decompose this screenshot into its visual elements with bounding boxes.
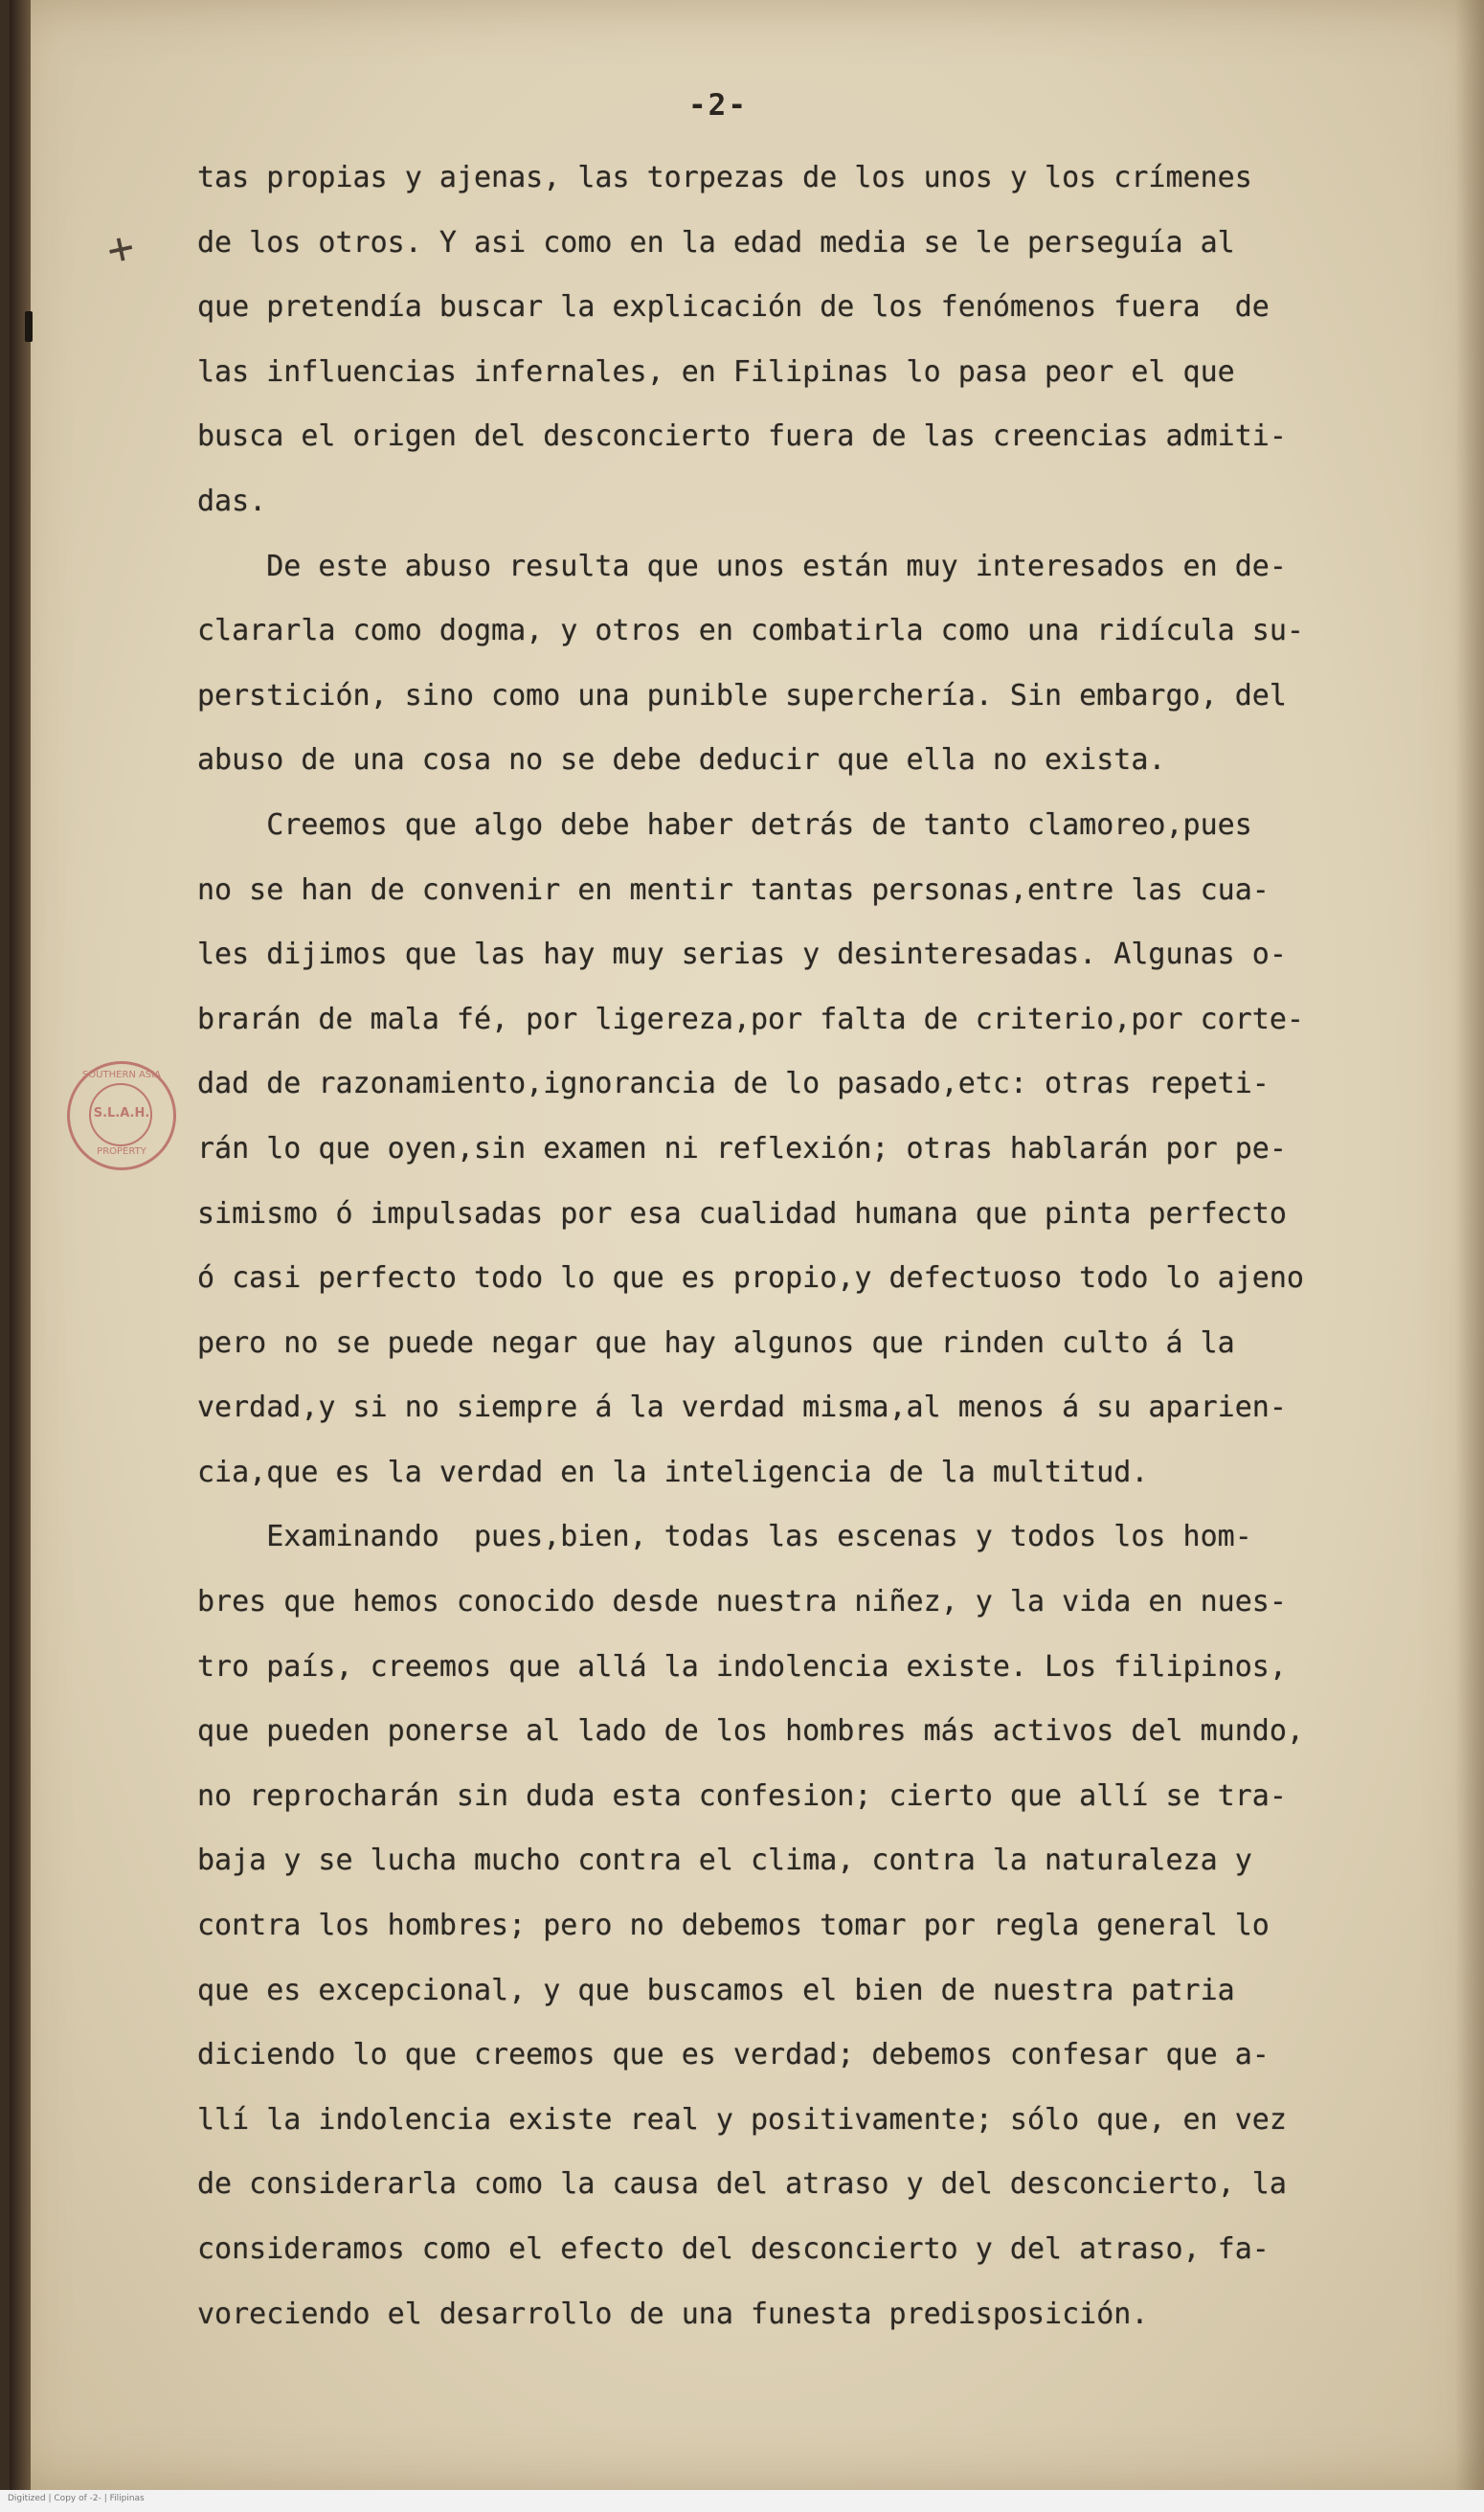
stamp-middle-text: S.L.A.H. bbox=[93, 1106, 150, 1120]
text-line: que pretendía buscar la explicación de los fenómenos fuera de bbox=[197, 290, 1270, 325]
text-line: diciendo lo que creemos que es verdad; debemos confesar que a- bbox=[197, 2038, 1270, 2072]
scan-footer-strip bbox=[0, 2490, 1484, 2512]
text-line: perstición, sino como una punible superchería. Sin embargo, del bbox=[197, 678, 1287, 713]
text-line: de considerarla como la causa del atraso y del desconcierto, la bbox=[197, 2167, 1287, 2202]
text-line: pero no se puede negar que hay algunos que rinden culto á la bbox=[197, 1325, 1235, 1360]
text-line: que pueden ponerse al lado de los hombres más activos del mundo, bbox=[197, 1714, 1304, 1749]
text-line: las influencias infernales, en Filipinas lo pasa peor el que bbox=[197, 354, 1235, 389]
page-number: -2- bbox=[688, 88, 748, 123]
text-line: verdad,y si no siempre á la verdad misma,al menos á su aparien- bbox=[197, 1391, 1287, 1425]
text-line: das. bbox=[197, 484, 267, 518]
text-line: simismo ó impulsadas por esa cualidad humana que pinta perfecto bbox=[197, 1196, 1287, 1231]
margin-annotation: + bbox=[101, 219, 140, 277]
text-line: De este abuso resulta que unos están muy interesados en de- bbox=[197, 549, 1287, 583]
document-page bbox=[10, 0, 1484, 2490]
paragraph bbox=[197, 1505, 1451, 2346]
text-line: consideramos como el efecto del desconcierto y del atraso, fa- bbox=[197, 2232, 1270, 2266]
text-line: Creemos que algo debe haber detrás de tanto clamoreo,pues bbox=[197, 807, 1252, 842]
text-line: rán lo que oyen,sin examen ni reflexión; otras hablarán por pe- bbox=[197, 1131, 1287, 1165]
text-line: voreciendo el desarrollo de una funesta predisposición. bbox=[197, 2297, 1149, 2331]
text-line: cia,que es la verdad en la inteligencia de la multitud. bbox=[197, 1455, 1149, 1489]
text-line: ó casi perfecto todo lo que es propio,y defectuoso todo lo ajeno bbox=[197, 1261, 1304, 1296]
paragraph bbox=[197, 534, 1451, 793]
text-line: brarán de mala fé, por ligereza,por falta de criterio,por corte- bbox=[197, 1002, 1304, 1036]
text-line: dad de razonamiento,ignorancia de lo pasado,etc: otras repeti- bbox=[197, 1067, 1270, 1101]
paragraph bbox=[197, 146, 1451, 534]
page-edge-shadow bbox=[1455, 0, 1484, 2490]
text-line: tas propias y ajenas, las torpezas de los unos y los crímenes bbox=[197, 161, 1252, 194]
binding-edge bbox=[10, 0, 31, 2490]
text-line: baja y se lucha mucho contra el clima, contra la naturaleza y bbox=[197, 1844, 1252, 1878]
text-line: no se han de convenir en mentir tantas personas,entre las cua- bbox=[197, 872, 1270, 907]
text-line: contra los hombres; pero no debemos tomar por regla general lo bbox=[197, 1909, 1270, 1943]
library-stamp bbox=[67, 1061, 176, 1170]
edge-tab-mark bbox=[25, 311, 33, 342]
text-line: de los otros. Y asi como en la edad media se le perseguía al bbox=[197, 225, 1235, 260]
paragraph bbox=[197, 793, 1451, 1505]
text-line: tro país, creemos que allá la indolencia existe. Los filipinos, bbox=[197, 1649, 1287, 1684]
text-line: abuso de una cosa no se debe deducir que ella no exista. bbox=[197, 743, 1166, 778]
text-line: que es excepcional, y que buscamos el bien de nuestra patria bbox=[197, 1973, 1235, 2007]
text-line: clararla como dogma, y otros en combatirla como una ridícula su- bbox=[197, 614, 1304, 648]
stamp-bottom-text: PROPERTY bbox=[97, 1146, 146, 1157]
text-line: llí la indolencia existe real y positivamente; sólo que, en vez bbox=[197, 2102, 1287, 2137]
text-line: no reprocharán sin duda esta confesion; cierto que allí se tra- bbox=[197, 1778, 1287, 1813]
text-line: busca el origen del desconcierto fuera de las creencias admiti- bbox=[197, 419, 1287, 454]
text-line: bres que hemos conocido desde nuestra niñez, y la vida en nues- bbox=[197, 1585, 1287, 1619]
body-text bbox=[197, 146, 1451, 2346]
text-line: Examinando pues,bien, todas las escenas y todos los hom- bbox=[197, 1520, 1252, 1554]
stamp-top-text: SOUTHERN ASIA bbox=[81, 1070, 162, 1080]
scan-footer-caption: Digitized | Copy of -2- | Filipinas bbox=[8, 2494, 145, 2503]
text-line: les dijimos que las hay muy serias y desinteresadas. Algunas o- bbox=[197, 938, 1287, 972]
